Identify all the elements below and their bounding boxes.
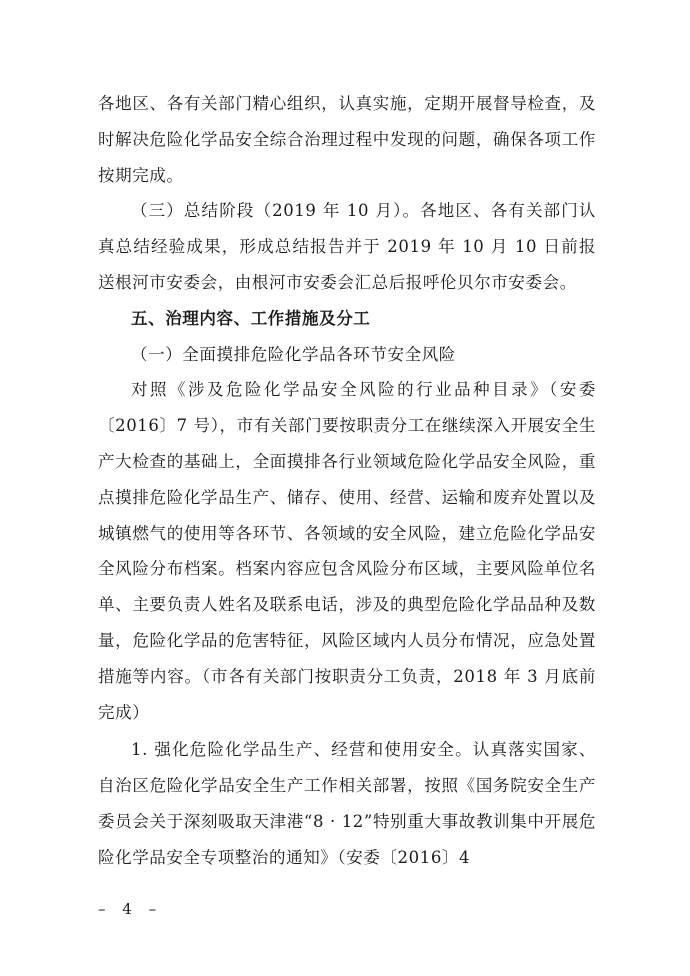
subsection-heading-one: （一）全面摸排危险化学品各环节安全风险 — [131, 344, 456, 364]
paragraph-item-one: 1. 强化危险化学品生产、经营和使用安全。认真落实国家、自治区危险化学品安全生产工作相关部署，按照《国务院安全生产委员会关于深刻吸取天津港“8 · 12”特别重大事故教训集中开展危险化学品安全专项整治的通知》（安委〔2016〕4 — [98, 740, 596, 867]
section-heading-five: 五、治理内容、工作措施及分工 — [131, 308, 371, 328]
page-number: – 4 – — [98, 900, 163, 918]
paragraph-summary-stage: （三）总结阶段（2019 年 10 月）。各地区、各有关部门认真总结经验成果，形成总结报告并于 2019 年 10 月 10 日前报送根河市安委会，由根河市安委会汇总后报呼伦贝尔市安委会。 — [98, 201, 596, 292]
document-body — [98, 86, 596, 876]
paragraph-continuation: 各地区、各有关部门精心组织，认真实施，定期开展督导检查，及时解决危险化学品安全综合治理过程中发现的问题，确保各项工作按期完成。 — [98, 94, 596, 185]
paragraph-risk-survey: 对照《涉及危险化学品安全风险的行业品种目录》（安委〔2016〕7 号），市有关部门要按职责分工在继续深入开展安全生产大检查的基础上，全面摸排各行业领域危险化学品安全风险，重点摸排危险化学品生产、储存、使用、经营、运输和废弃处置以及城镇燃气的使用等各环节、各领域的安全风险，建立危险化学品安全风险分布档案。档案内容应包含风险分布区域，主要风险单位名单、主要负责人姓名及联系电话，涉及的典型危险化学品品种及数量，危险化学品的危害特征，风险区域内人员分布情况，应急处置措施等内容。（市各有关部门按职责分工负责，2018 年 3 月底前完成） — [98, 380, 596, 722]
